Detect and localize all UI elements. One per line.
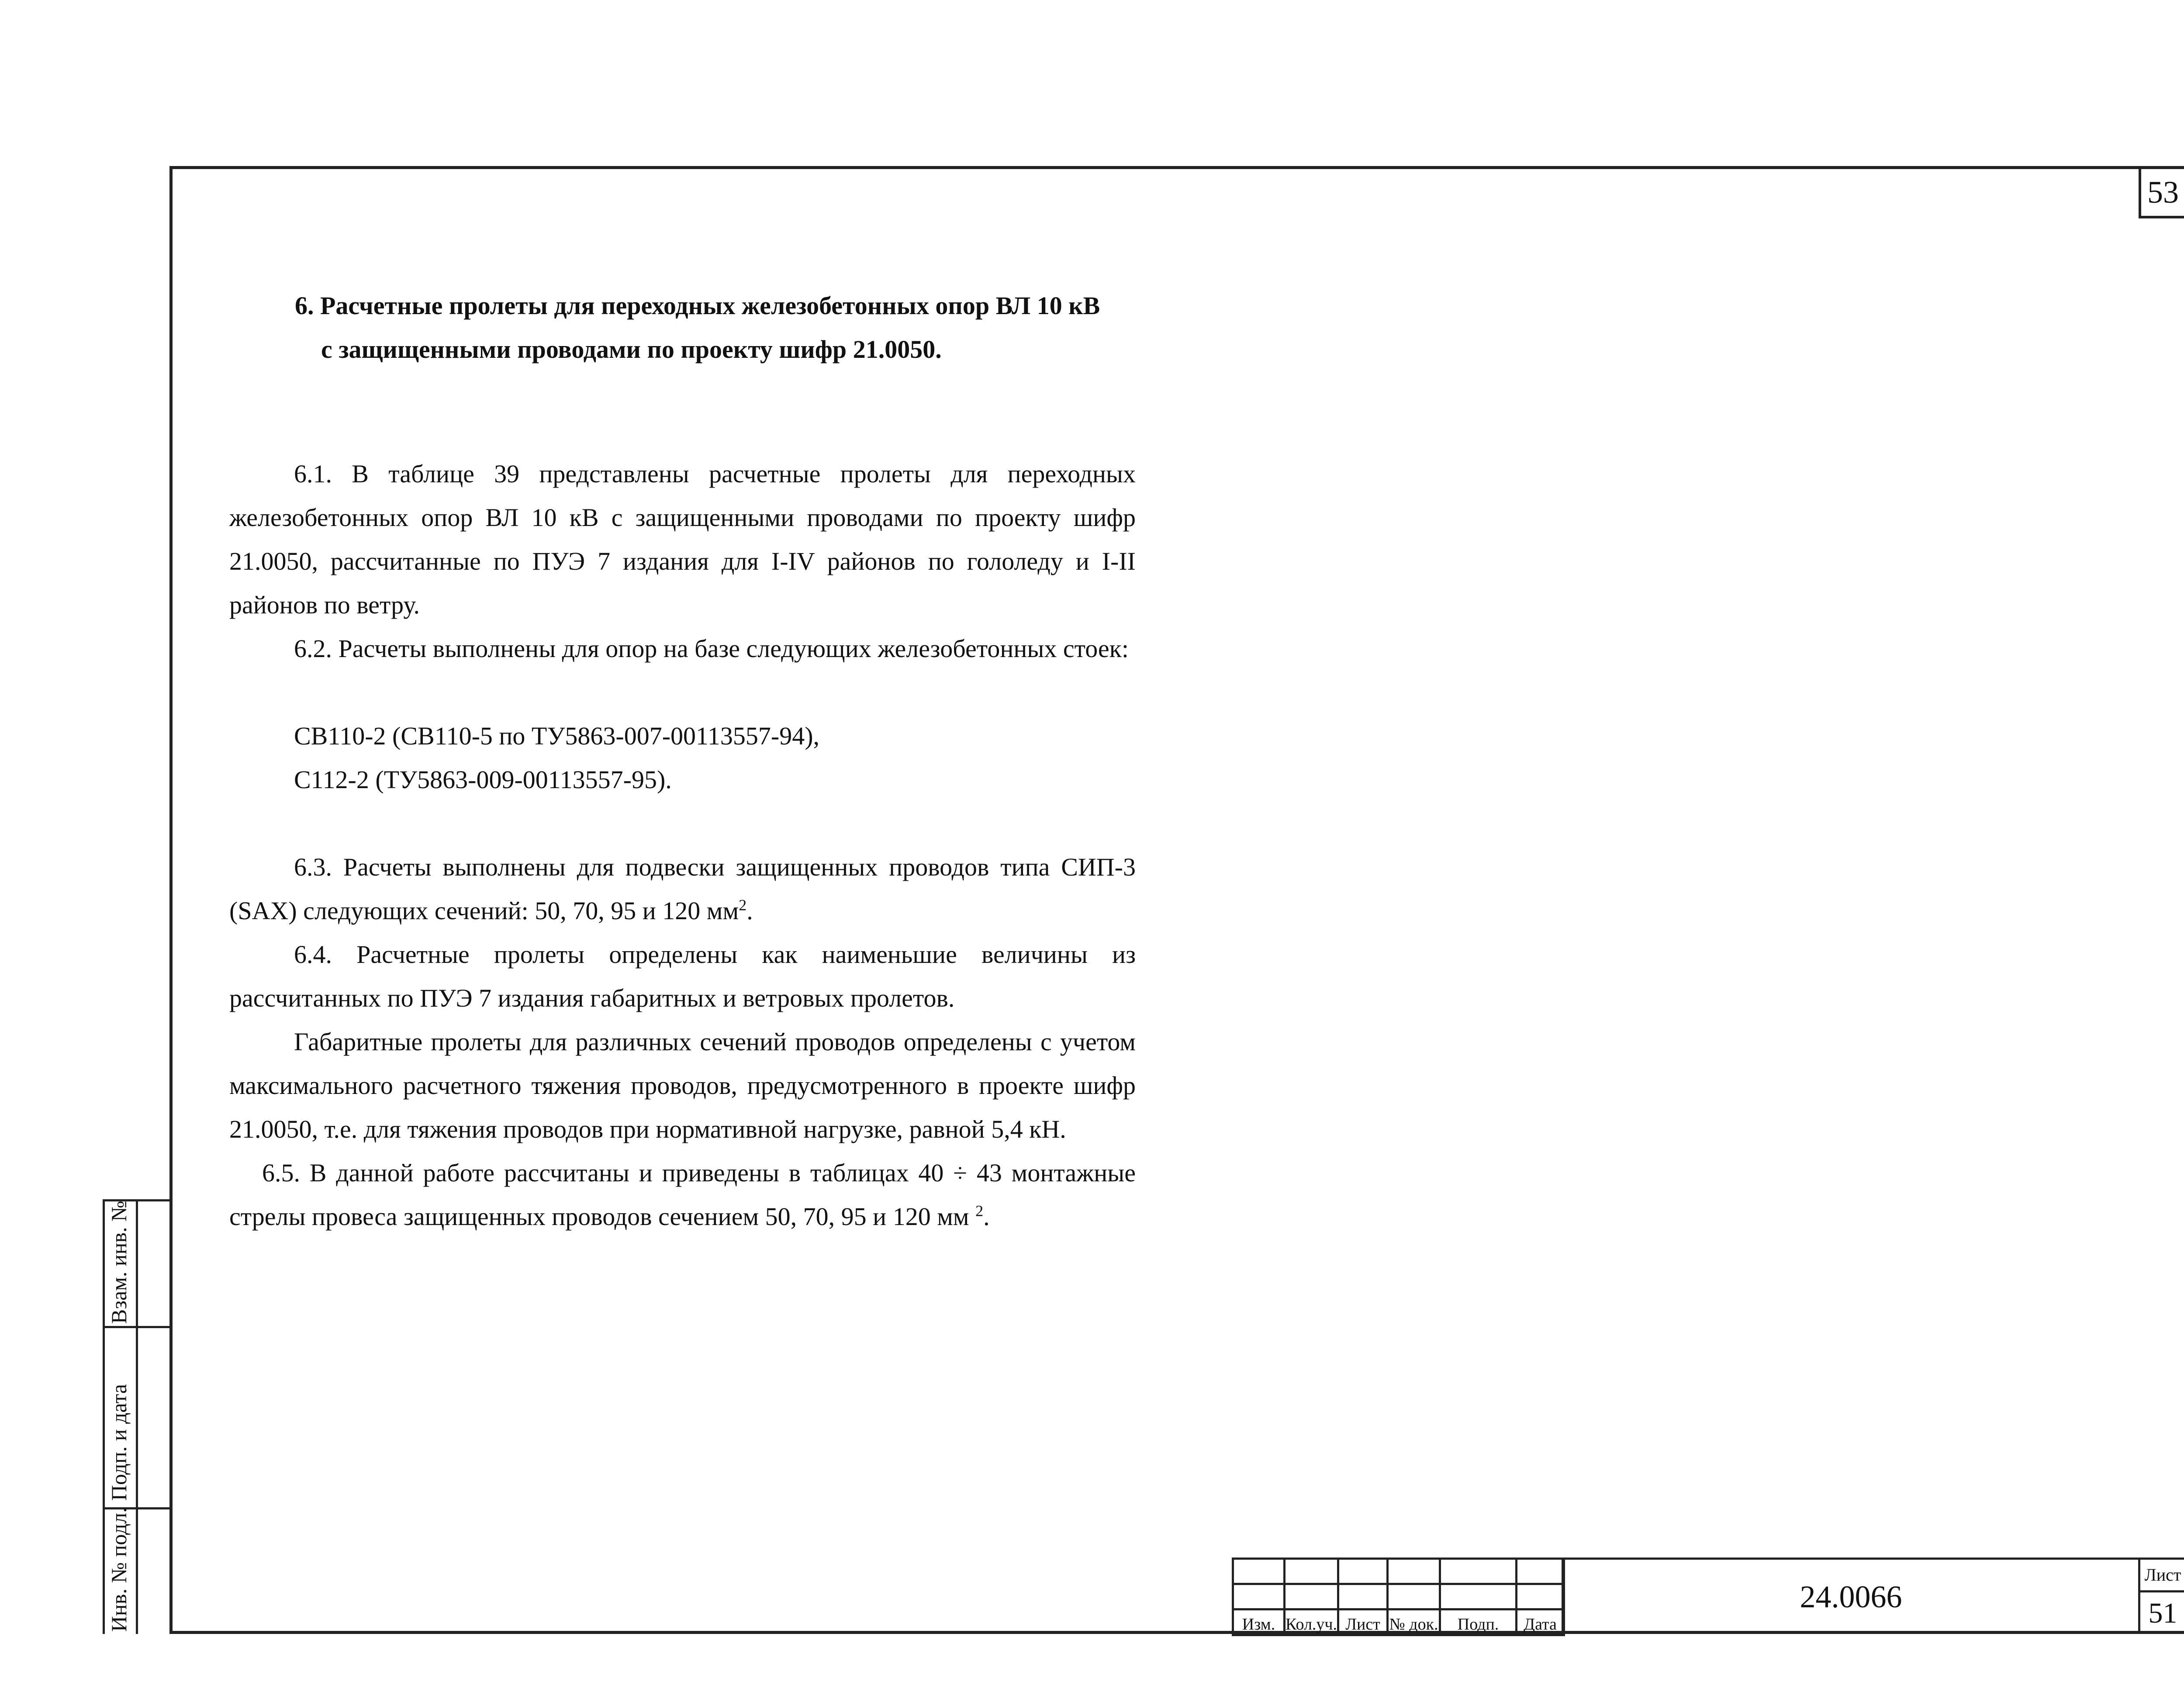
col-list: Лист — [1338, 1609, 1388, 1635]
col-izm: Изм. — [1233, 1609, 1285, 1635]
col-n-dok: № док. — [1388, 1609, 1440, 1635]
title-line-2: с защищенными проводами по проекту шифр 21.0050. — [321, 335, 942, 363]
paragraph-6-4-b: Габаритные пролеты для различных сечений проводов определены с учетом максимального расчетного тяжения проводов, предусмотренного в проекте шифр 21.0050, т.е. для тяжения проводов при нормативной нагрузке, равной 5,4 кН. — [229, 1028, 1136, 1143]
punct: . — [983, 1202, 990, 1231]
page-number-top: 53 — [2139, 166, 2184, 218]
document-code: 24.0066 — [1562, 1558, 2138, 1634]
label-vzam-inv: Взам. инв. № — [107, 1201, 131, 1324]
sheet-number: 51 — [2148, 1597, 2177, 1629]
sheet-box — [2138, 1558, 2184, 1634]
list-item: СВ110-2 (СВ110-5 по ТУ5863-007-00113557-94), — [294, 722, 820, 750]
sheet-label: Лист — [2140, 1560, 2184, 1592]
side-binding-strip — [103, 1199, 169, 1634]
rack-list — [229, 714, 1136, 802]
paragraph-6-1: 6.1. В таблице 39 представлены расчетные пролеты для переходных железобетонных опор ВЛ 10 кВ с защищенными проводами по проекту шифр 21.0050, рассчитанные по ПУЭ 7 издания для I-IV районов по гололеду и I-II районов по ветру. — [229, 460, 1136, 619]
paragraph-6-5 — [229, 1151, 1136, 1239]
col-kol-uch: Кол.уч. — [1285, 1609, 1338, 1635]
strip-line — [103, 1199, 105, 1634]
paragraph-6-2: 6.2. Расчеты выполнены для опор на базе следующих железобетонных стоек: — [294, 634, 1129, 663]
revision-table — [1232, 1558, 1565, 1636]
list-item: С112-2 (ТУ5863-009-00113557-95). — [294, 765, 672, 794]
strip-line — [136, 1199, 138, 1634]
superscript: 2 — [975, 1202, 984, 1220]
strip-line — [103, 1326, 169, 1328]
title-block — [1232, 1558, 2184, 1634]
superscript: 2 — [739, 896, 747, 914]
paragraph-6-3 — [229, 845, 1136, 933]
paragraph-6-5-text: 6.5. В данной работе рассчитаны и приведены в таблицах 40 ÷ 43 монтажные стрелы провеса защищенных проводов сечением 50, 70, 95 и 120 мм — [229, 1159, 1136, 1231]
title-line-1: 6. Расчетные пролеты для переходных железобетонных опор ВЛ 10 кВ — [295, 291, 1100, 320]
label-podp-data: Подп. и дата — [107, 1384, 131, 1501]
paragraph-6-3-text: 6.3. Расчеты выполнены для подвески защищенных проводов типа СИП-3 (SAX) следующих сечений: 50, 70, 95 и 120 мм — [229, 853, 1136, 925]
col-podp: Подп. — [1440, 1609, 1517, 1635]
col-data: Дата — [1517, 1609, 1564, 1635]
paragraph-6-4: 6.4. Расчетные пролеты определены как наименьшие величины из рассчитанных по ПУЭ 7 издания габаритных и ветровых пролетов. — [229, 940, 1136, 1012]
section-title — [295, 284, 1168, 371]
punct: . — [746, 896, 753, 925]
document-body — [229, 452, 1136, 1239]
label-inv-podl: Инв. № подл. — [107, 1507, 131, 1632]
